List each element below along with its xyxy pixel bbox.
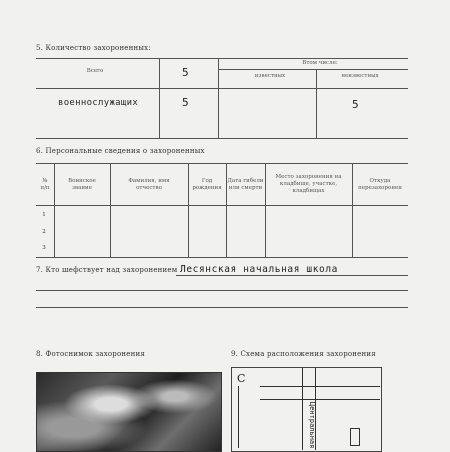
rule <box>159 58 160 138</box>
section-6-title: 6. Персональные сведения о захороненных <box>36 147 205 155</box>
rule <box>316 69 317 138</box>
header-death-date: Дата гибели или смерти <box>227 178 264 191</box>
total-value: 5 <box>182 66 189 79</box>
row-number: 2 <box>42 229 46 235</box>
road-horizontal <box>260 386 380 400</box>
street-label: Центральная <box>308 402 316 449</box>
rule <box>218 58 219 138</box>
burial-photo <box>36 372 222 452</box>
rule <box>36 58 408 59</box>
section-5-title: 5. Количество захороненных: <box>36 44 151 52</box>
row-total-value: 5 <box>182 96 189 109</box>
section-9-title: 9. Схема расположения захоронения <box>231 350 376 358</box>
header-num: № п/п <box>40 178 50 191</box>
north-marker: С <box>237 372 246 385</box>
col-known-header: известных <box>254 73 286 79</box>
rule <box>36 138 408 139</box>
patron-value: Лесянская начальная школа <box>180 264 338 275</box>
rule <box>36 257 408 258</box>
section-7-title: 7. Кто шефствует над захоронением <box>36 266 178 274</box>
rule <box>36 88 408 89</box>
north-arrow <box>238 386 239 448</box>
rule <box>176 275 408 276</box>
rule <box>36 290 408 291</box>
row-unknown-value: 5 <box>352 98 359 111</box>
burial-scheme <box>231 367 382 452</box>
header-name: Фамилия, имя отчество <box>128 178 170 191</box>
col-total-header: Всего <box>86 68 104 74</box>
burial-marker <box>350 428 360 446</box>
row-number: 1 <box>42 212 46 218</box>
row-label: военнослужащих <box>58 98 139 108</box>
header-rank: Воинское звание <box>68 178 96 191</box>
rule <box>36 307 408 308</box>
row-number: 3 <box>42 245 46 251</box>
section-8-title: 8. Фотоснимок захоронения <box>36 350 145 358</box>
col-unknown-header: неизвестных <box>341 73 379 79</box>
header-birth-year: Год рождения <box>192 178 222 191</box>
header-burial-place: Место захоронения на кладбище, участке, кладбищах <box>275 174 342 194</box>
col-including-header: Втом числе: <box>302 60 338 66</box>
header-reburied-from: Откуда перезахоронен <box>358 178 402 191</box>
rule <box>218 69 408 70</box>
